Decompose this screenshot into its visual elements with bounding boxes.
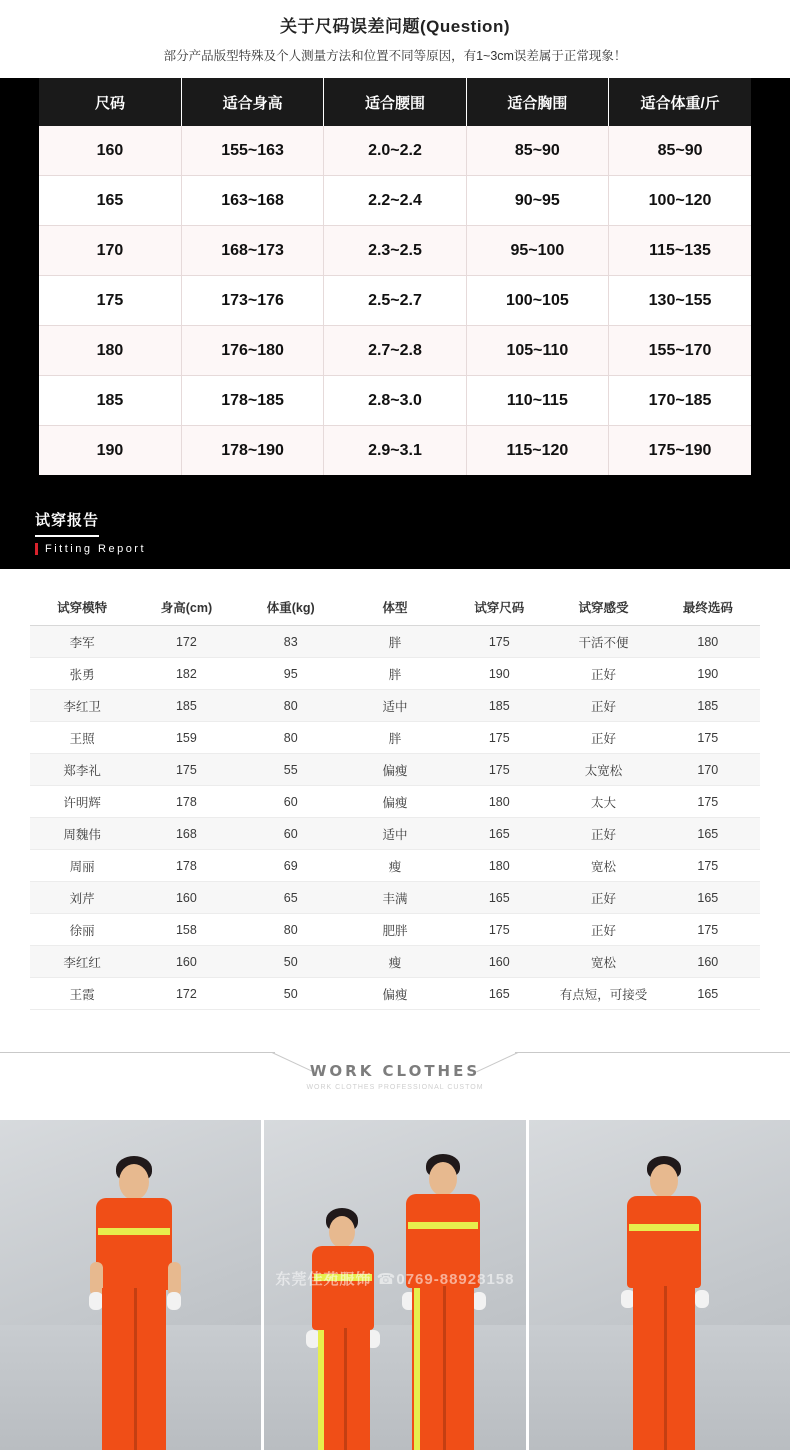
cell: 有点短，可接受	[551, 978, 655, 1010]
cell: 165	[656, 978, 760, 1010]
cell: 宽松	[551, 850, 655, 882]
section-divider	[0, 1028, 790, 1120]
cell: 60	[239, 818, 343, 850]
cell: 165	[656, 882, 760, 914]
cell: 185	[656, 690, 760, 722]
divider-text: WORK CLOTHES	[309, 1062, 481, 1080]
table-row	[39, 326, 751, 376]
table-row	[39, 226, 751, 276]
arm-right	[168, 1262, 181, 1296]
cell: 95	[239, 658, 343, 690]
cell: 胖	[343, 722, 447, 754]
size-table-wrapper	[0, 78, 790, 493]
divider-line-left	[0, 1052, 275, 1053]
report-col-header-5: 试穿感受	[551, 591, 655, 626]
table-row	[30, 690, 760, 722]
cell: 170~185	[609, 376, 751, 426]
size-col-header-2: 适合腰围	[324, 78, 466, 126]
product-photo-right	[529, 1120, 790, 1450]
divider-line-right	[515, 1052, 790, 1053]
cell: 周魏伟	[30, 818, 134, 850]
glove-left	[89, 1292, 103, 1310]
cell: 适中	[343, 690, 447, 722]
cell: 80	[239, 690, 343, 722]
cell: 刘芹	[30, 882, 134, 914]
cell: 85~90	[466, 126, 608, 176]
cell: 170	[39, 226, 181, 276]
page-title: 关于尺码误差问题(Question)	[280, 17, 510, 36]
cell: 2.5~2.7	[324, 276, 466, 326]
cell: 2.7~2.8	[324, 326, 466, 376]
jacket-shape	[312, 1246, 374, 1330]
cell: 张勇	[30, 658, 134, 690]
model-figure-female-center	[294, 1180, 390, 1450]
report-col-header-6: 最终选码	[656, 591, 760, 626]
fitting-report-title-en: Fitting Report	[35, 543, 790, 555]
cell: 175	[656, 850, 760, 882]
cell: 110~115	[466, 376, 608, 426]
cell: 正好	[551, 722, 655, 754]
question-subtitle: 部分产品版型特殊及个人测量方法和位置不同等原因，有1~3cm误差属于正常现象！	[163, 49, 627, 63]
table-row	[30, 722, 760, 754]
cell: 165	[447, 978, 551, 1010]
fitting-report-title-cn: 试穿报告	[35, 509, 99, 537]
cell: 太大	[551, 786, 655, 818]
table-row	[30, 914, 760, 946]
head-shape	[650, 1164, 678, 1198]
cell: 王照	[30, 722, 134, 754]
cell: 适中	[343, 818, 447, 850]
jacket-shape	[627, 1196, 701, 1288]
report-col-header-3: 体型	[343, 591, 447, 626]
cell: 60	[239, 786, 343, 818]
cell: 100~105	[466, 276, 608, 326]
cell: 徐丽	[30, 914, 134, 946]
head-shape	[119, 1164, 149, 1200]
cell: 90~95	[466, 176, 608, 226]
question-header	[0, 0, 790, 78]
cell: 正好	[551, 818, 655, 850]
report-col-header-0: 试穿模特	[30, 591, 134, 626]
cell: 李红红	[30, 946, 134, 978]
cell: 180	[447, 786, 551, 818]
cell: 胖	[343, 658, 447, 690]
cell: 175	[447, 914, 551, 946]
report-header-row	[30, 591, 760, 626]
model-figure-male-right	[609, 1150, 717, 1450]
cell: 160	[134, 946, 238, 978]
cell: 173~176	[181, 276, 323, 326]
cell: 185	[134, 690, 238, 722]
report-col-header-4: 试穿尺码	[447, 591, 551, 626]
cell: 180	[656, 626, 760, 658]
fitting-report-table	[30, 591, 760, 1010]
cell: 李军	[30, 626, 134, 658]
glove-right	[167, 1292, 181, 1310]
table-row	[30, 882, 760, 914]
cell: 182	[134, 658, 238, 690]
cell: 178	[134, 786, 238, 818]
cell: 郑李礼	[30, 754, 134, 786]
cell: 65	[239, 882, 343, 914]
trousers-shape	[102, 1288, 166, 1450]
cell: 165	[39, 176, 181, 226]
table-row	[30, 626, 760, 658]
size-guide-section	[0, 0, 790, 493]
table-row	[30, 658, 760, 690]
cell: 宽松	[551, 946, 655, 978]
reflective-stripe	[629, 1224, 699, 1231]
cell: 正好	[551, 690, 655, 722]
size-col-header-1: 适合身高	[181, 78, 323, 126]
cell: 175	[656, 722, 760, 754]
cell: 180	[39, 326, 181, 376]
cell: 155~163	[181, 126, 323, 176]
cell: 肥胖	[343, 914, 447, 946]
cell: 偏瘦	[343, 754, 447, 786]
cell: 160	[134, 882, 238, 914]
table-row	[30, 786, 760, 818]
trousers-shape	[318, 1328, 370, 1450]
report-col-header-2: 体重(kg)	[239, 591, 343, 626]
table-row	[30, 850, 760, 882]
cell: 175~190	[609, 426, 751, 476]
jacket-shape	[406, 1194, 480, 1288]
cell: 50	[239, 978, 343, 1010]
cell: 85~90	[609, 126, 751, 176]
cell: 175	[39, 276, 181, 326]
cell: 190	[39, 426, 181, 476]
cell: 175	[447, 722, 551, 754]
fitting-report-header	[0, 493, 790, 569]
cell: 160	[447, 946, 551, 978]
model-figure-male-left	[78, 1150, 188, 1450]
size-table	[39, 78, 751, 475]
cell: 178	[134, 850, 238, 882]
cell: 130~155	[609, 276, 751, 326]
table-row	[30, 978, 760, 1010]
cell: 178~190	[181, 426, 323, 476]
cell: 165	[447, 818, 551, 850]
cell: 80	[239, 722, 343, 754]
model-figure-male-center	[388, 1150, 498, 1450]
table-row	[30, 946, 760, 978]
cell: 185	[447, 690, 551, 722]
cell: 175	[447, 754, 551, 786]
cell: 2.9~3.1	[324, 426, 466, 476]
watermark-text: 东莞佳苑服饰 ☎0769-88928158	[275, 1271, 515, 1288]
table-row	[39, 176, 751, 226]
cell: 偏瘦	[343, 786, 447, 818]
cell: 180	[447, 850, 551, 882]
cell: 100~120	[609, 176, 751, 226]
trousers-shape	[633, 1286, 695, 1450]
cell: 83	[239, 626, 343, 658]
cell: 165	[447, 882, 551, 914]
cell: 李红卫	[30, 690, 134, 722]
cell: 190	[656, 658, 760, 690]
cell: 160	[656, 946, 760, 978]
cell: 50	[239, 946, 343, 978]
cell: 176~180	[181, 326, 323, 376]
cell: 2.0~2.2	[324, 126, 466, 176]
jacket-shape	[96, 1198, 172, 1290]
cell: 165	[656, 818, 760, 850]
cell: 瘦	[343, 850, 447, 882]
cell: 155~170	[609, 326, 751, 376]
cell: 正好	[551, 914, 655, 946]
cell: 158	[134, 914, 238, 946]
cell: 正好	[551, 882, 655, 914]
cell: 王霞	[30, 978, 134, 1010]
cell: 115~120	[466, 426, 608, 476]
cell: 185	[39, 376, 181, 426]
cell: 175	[134, 754, 238, 786]
glove-right	[695, 1290, 709, 1308]
cell: 偏瘦	[343, 978, 447, 1010]
cell: 2.2~2.4	[324, 176, 466, 226]
head-shape	[329, 1216, 355, 1248]
product-photo-gallery	[0, 1120, 790, 1450]
head-shape	[429, 1162, 457, 1196]
cell: 163~168	[181, 176, 323, 226]
cell: 80	[239, 914, 343, 946]
table-row	[39, 276, 751, 326]
cell: 178~185	[181, 376, 323, 426]
cell: 太宽松	[551, 754, 655, 786]
size-table-header-row	[39, 78, 751, 126]
cell: 172	[134, 978, 238, 1010]
cell: 175	[656, 914, 760, 946]
cell: 2.8~3.0	[324, 376, 466, 426]
table-row	[30, 754, 760, 786]
cell: 170	[656, 754, 760, 786]
cell: 168	[134, 818, 238, 850]
fitting-report-body	[0, 569, 790, 1028]
cell: 168~173	[181, 226, 323, 276]
size-col-header-4: 适合体重/斤	[609, 78, 751, 126]
cell: 115~135	[609, 226, 751, 276]
trouser-side-stripe	[414, 1288, 420, 1450]
cell: 干活不便	[551, 626, 655, 658]
size-col-header-0: 尺码	[39, 78, 181, 126]
cell: 69	[239, 850, 343, 882]
product-photo-center	[264, 1120, 525, 1450]
cell: 159	[134, 722, 238, 754]
cell: 190	[447, 658, 551, 690]
reflective-stripe	[314, 1274, 372, 1281]
table-row	[39, 376, 751, 426]
product-photo-left	[0, 1120, 261, 1450]
reflective-stripe	[408, 1222, 478, 1229]
report-col-header-1: 身高(cm)	[134, 591, 238, 626]
cell: 许明辉	[30, 786, 134, 818]
cell: 175	[656, 786, 760, 818]
trousers-shape	[412, 1286, 474, 1450]
cell: 丰满	[343, 882, 447, 914]
cell: 55	[239, 754, 343, 786]
cell: 175	[447, 626, 551, 658]
size-col-header-3: 适合胸围	[466, 78, 608, 126]
cell: 172	[134, 626, 238, 658]
cell: 2.3~2.5	[324, 226, 466, 276]
divider-subtext: WORK CLOTHES PROFESSIONAL CUSTOM	[306, 1084, 484, 1091]
cell: 105~110	[466, 326, 608, 376]
table-row	[30, 818, 760, 850]
cell: 周丽	[30, 850, 134, 882]
cell: 160	[39, 126, 181, 176]
table-row	[39, 426, 751, 476]
cell: 瘦	[343, 946, 447, 978]
cell: 正好	[551, 658, 655, 690]
reflective-stripe	[98, 1228, 170, 1235]
cell: 胖	[343, 626, 447, 658]
table-row	[39, 126, 751, 176]
trouser-side-stripe	[318, 1330, 324, 1450]
glove-right	[472, 1292, 486, 1310]
cell: 95~100	[466, 226, 608, 276]
